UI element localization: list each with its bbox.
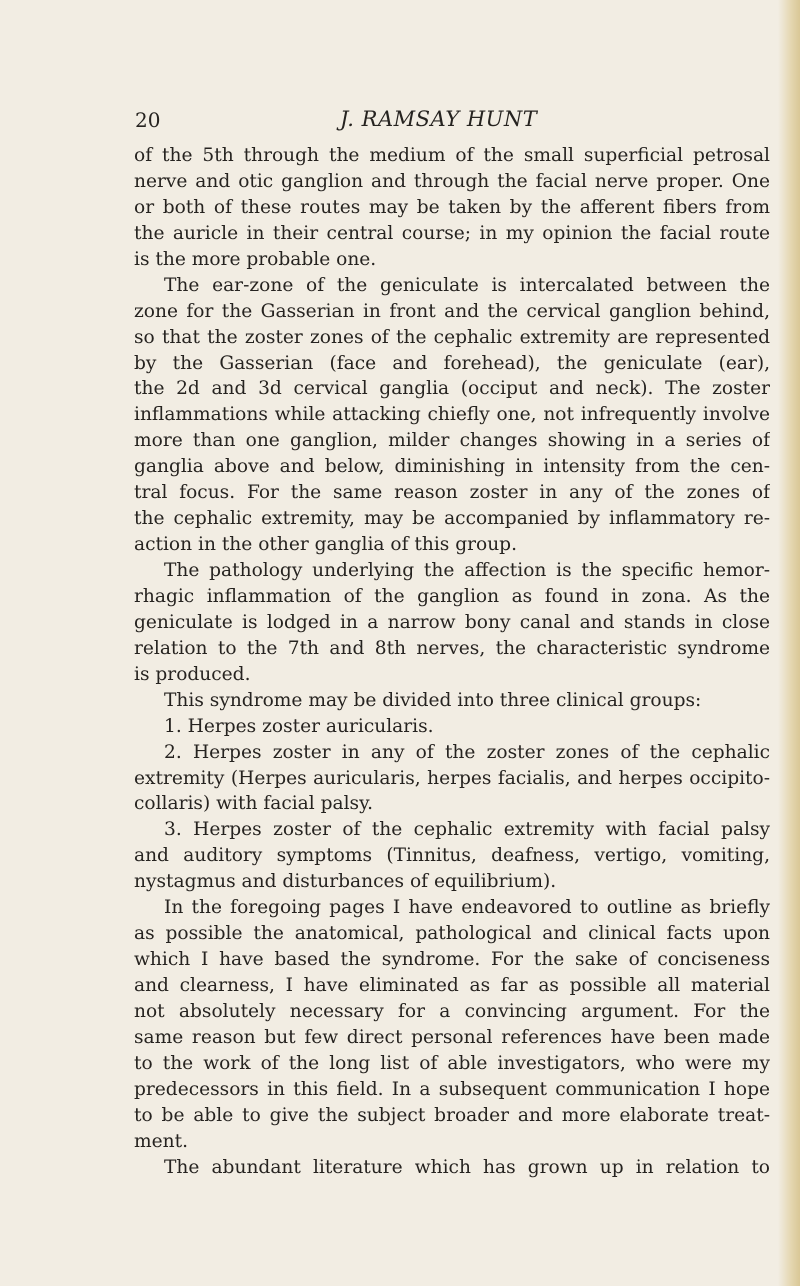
text-line: to the work of the long list of able investigators, who were my [134, 1052, 770, 1074]
text-line: is the more probable one. [134, 248, 377, 270]
text-line: relation to the 7th and 8th nerves, the characteristic syndrome [134, 637, 770, 659]
page-header [0, 104, 800, 140]
text-line: This syndrome may be divided into three clinical groups: [164, 689, 702, 711]
text-line: collaris) with facial palsy. [134, 793, 374, 815]
body-text [134, 143, 770, 1181]
text-line: not absolutely necessary for a convincing argument. For the [134, 1000, 770, 1022]
page-number: 20 [135, 108, 161, 132]
text-line: which I have based the syndrome. For the sake of conciseness [134, 949, 770, 971]
text-line: tral focus. For the same reason zoster in any of the zones of [134, 482, 770, 504]
text-line: rhagic inflammation of the ganglion as found in zona. As the [134, 585, 770, 607]
text-line: so that the zoster zones of the cephalic extremity are represented [134, 326, 770, 348]
text-line: predecessors in this field. In a subsequent communication I hope [134, 1078, 770, 1100]
text-line: as possible the anatomical, pathological and clinical facts upon [134, 923, 770, 945]
text-line: the 2d and 3d cervical ganglia (occiput and neck). The zoster [134, 378, 770, 400]
text-line: The abundant literature which has grown up in relation to [164, 1156, 770, 1178]
text-line: and auditory symptoms (Tinnitus, deafness, vertigo, vomiting, [134, 845, 770, 867]
text-line: the cephalic extremity, may be accompanied by inflammatory re- [134, 508, 770, 530]
text-line: 3. Herpes zoster of the cephalic extremity with facial palsy [164, 819, 770, 841]
text-line: The pathology underlying the affection is the specific hemor- [164, 560, 770, 581]
text-line: nerve and otic ganglion and through the facial nerve proper. One [134, 170, 770, 192]
text-line: is produced. [134, 663, 251, 685]
text-line: inflammations while attacking chiefly one, not infrequently involve [134, 404, 770, 426]
text-line: 1. Herpes zoster auricularis. [164, 715, 434, 737]
text-line: or both of these routes may be taken by the afferent fibers from [134, 196, 770, 218]
text-line: ganglia above and below, diminishing in intensity from the cen- [134, 456, 770, 478]
text-line: geniculate is lodged in a narrow bony canal and stands in close [134, 611, 770, 633]
text-line: In the foregoing pages I have endeavored to outline as briefly [164, 897, 770, 919]
text-line: nystagmus and disturbances of equilibrium). [134, 871, 557, 893]
text-line: 2. Herpes zoster in any of the zoster zones of the cephalic [164, 741, 770, 763]
text-line: The ear-zone of the geniculate is intercalated between the [164, 274, 770, 296]
text-line: to be able to give the subject broader and more elaborate treat- [134, 1104, 770, 1126]
text-line: same reason but few direct personal references have been made [134, 1026, 770, 1048]
text-line: of the 5th through the medium of the small superficial petrosal [134, 145, 770, 166]
text-line: by the Gasserian (face and forehead), the geniculate (ear), [134, 352, 770, 374]
running-head: J. RAMSAY HUNT [340, 107, 538, 131]
text-line: action in the other ganglia of this group. [134, 534, 517, 556]
text-line: the auricle in their central course; in my opinion the facial route [134, 222, 770, 244]
text-line: extremity (Herpes auricularis, herpes facialis, and herpes occipito- [134, 767, 770, 789]
text-line: ment. [134, 1130, 188, 1152]
page-edge-shadow [778, 0, 800, 1286]
text-line: more than one ganglion, milder changes showing in a series of [134, 430, 770, 452]
text-line: and clearness, I have eliminated as far as possible all material [134, 975, 770, 996]
text-line: zone for the Gasserian in front and the cervical ganglion behind, [134, 300, 770, 322]
